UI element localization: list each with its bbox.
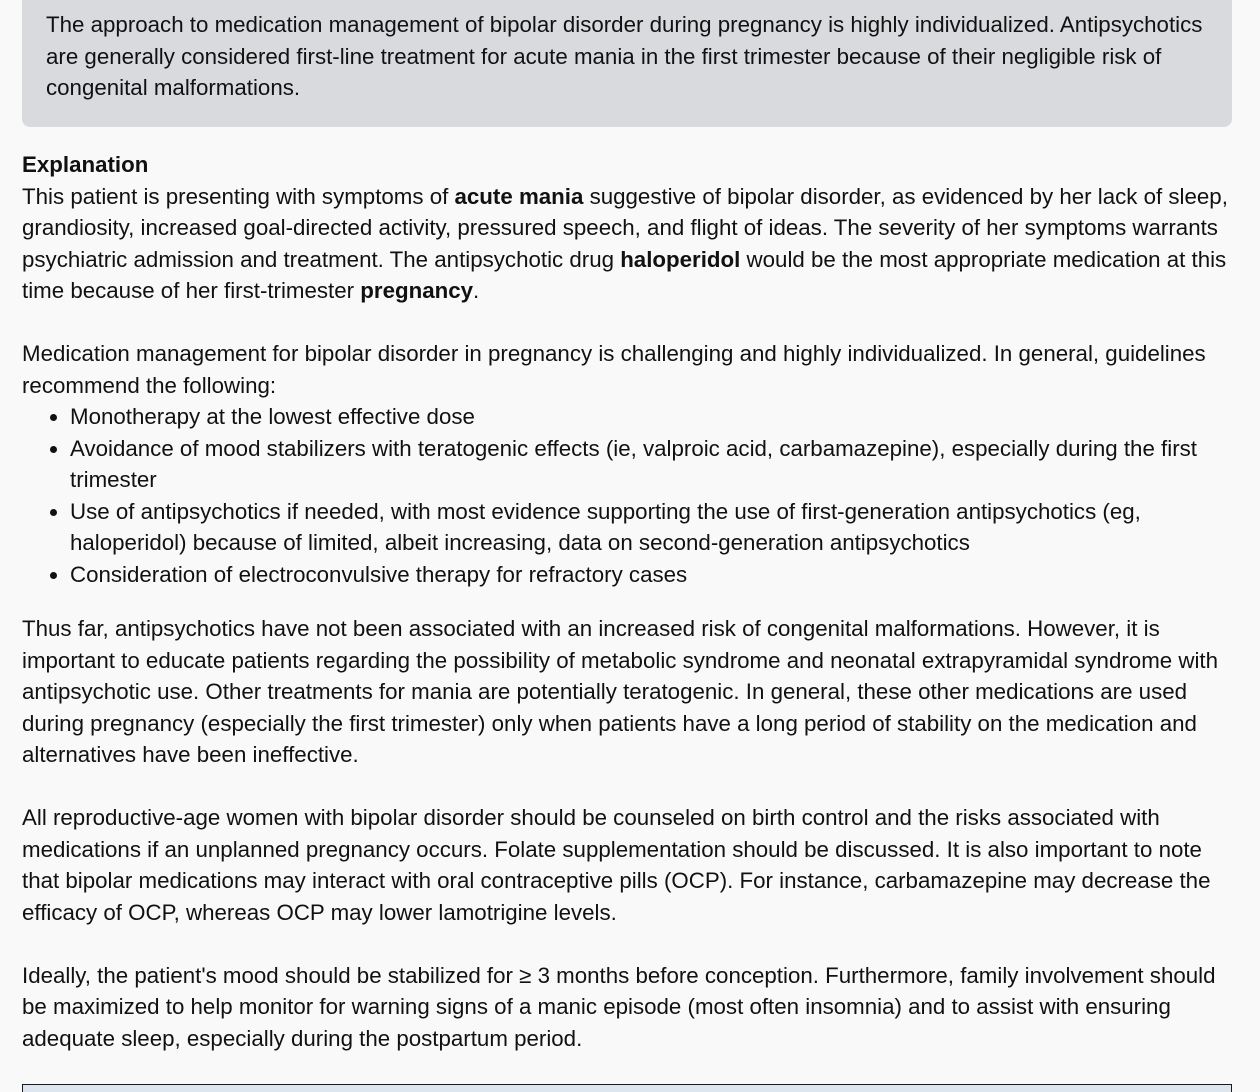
bottom-panel-edge (22, 1084, 1232, 1092)
explanation-paragraph-5: Ideally, the patient's mood should be stabilized for ≥ 3 months before conception. Furthermore, family involvement should be maximized to help monitor for warning signs of a manic episode (most often insomnia) and to assist with ensuring adequate sleep, especially during the postpartum period. (22, 962, 1216, 1051)
summary-text: The approach to medication management of bipolar disorder during pregnancy is highly individualized. Antipsychotics are generally considered first-line treatment for acute mania in the first trimester because of their negligible risk of congenital malformations. (46, 12, 1203, 100)
p1-text-1: This patient is presenting with symptoms of (22, 183, 455, 209)
p1-bold-acute-mania: acute mania (454, 183, 584, 209)
recommendation-list (22, 401, 1234, 590)
explanation-paragraph-2: Medication management for bipolar disorder in pregnancy is challenging and highly individualized. In general, guidelines recommend the following: (22, 341, 1206, 398)
summary-box (22, 0, 1232, 127)
list-item: • Consideration of electroconvulsive therapy for refractory cases (70, 559, 1234, 591)
list-item: • Use of antipsychotics if needed, with most evidence supporting the use of first-generation antipsychotics (eg, haloperidol) because of limited, albeit increasing, data on second-generation antipsychotics (70, 496, 1234, 559)
p1-bold-haloperidol: haloperidol (620, 246, 741, 272)
p1-bold-pregnancy: pregnancy (360, 278, 474, 303)
p1-text-4: . (473, 278, 480, 303)
explanation-heading: Explanation (22, 152, 149, 177)
p1-text-2: suggestive of bipolar disorder, as evidenced by her lack of sleep, grandiosity, increased goal-directed activity, pressured speech, and flight of ideas. The severity of her symptoms warrants psychiatric admission and treatment. The antipsychotic drug (22, 183, 1228, 272)
explanation-paragraph-4: All reproductive-age women with bipolar disorder should be counseled on birth control and the risks associated with medications if an unplanned pregnancy occurs. Folate supplementation should be discussed. It is also important to note that bipolar medications may interact with oral contraceptive pills (OCP). For instance, carbamazepine may decrease the efficacy of OCP, whereas OCP may lower lamotrigine levels. (22, 805, 1211, 925)
list-item: • Monotherapy at the lowest effective dose (70, 401, 1234, 433)
list-item: • Avoidance of mood stabilizers with teratogenic effects (ie, valproic acid, carbamazepine), especially during the first trimester (70, 433, 1234, 496)
explanation-paragraph-3: Thus far, antipsychotics have not been associated with an increased risk of congenital malformations. However, it is important to educate patients regarding the possibility of metabolic syndrome and neonatal extrapyramidal syndrome with antipsychotic use. Other treatments for mania are potentially teratogenic. In general, these other medications are used during pregnancy (especially the first trimester) only when patients have a long period of stability on the medication and alternatives have been ineffective. (22, 616, 1219, 767)
explanation-section (22, 149, 1234, 1054)
p1-text-3: would be the most appropriate medication at this time because of her first-trimester (22, 246, 1227, 303)
explanation-paragraph-1 (22, 181, 1234, 307)
